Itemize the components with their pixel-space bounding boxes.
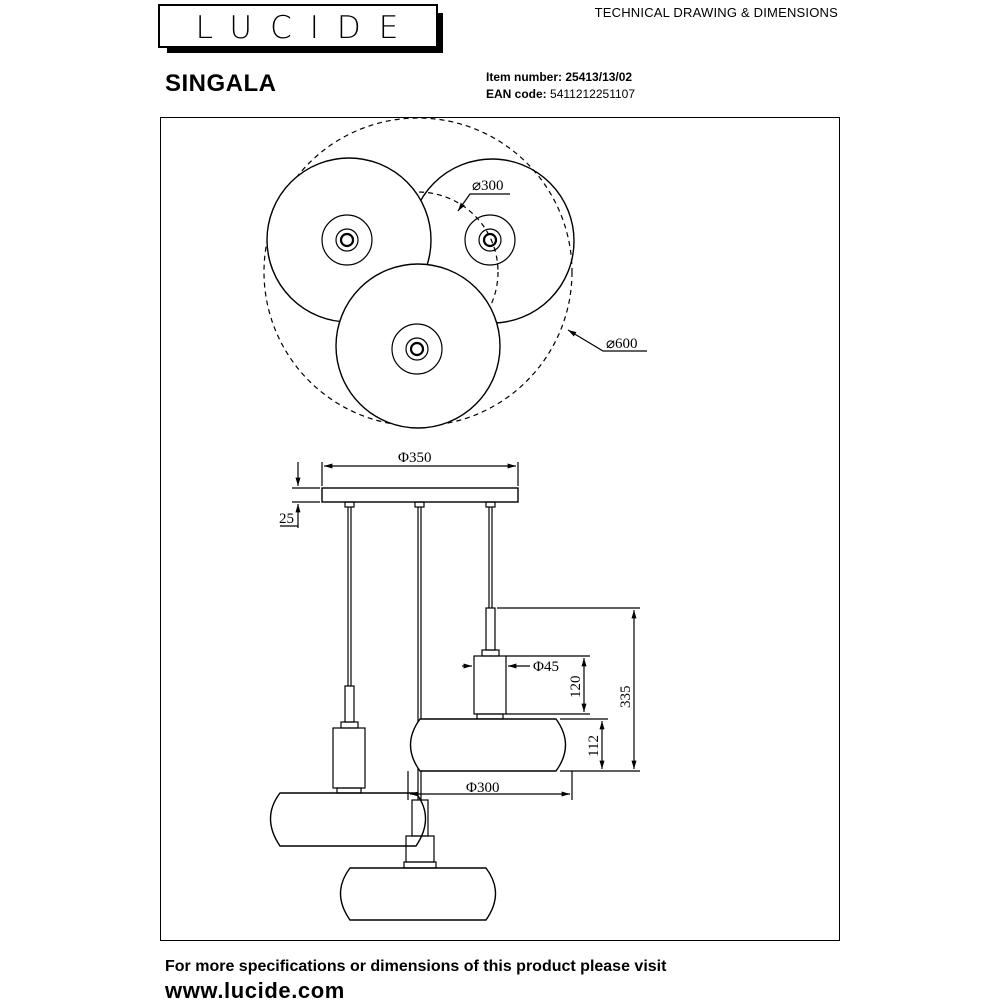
canopy-diameter-label: Φ350 [398, 450, 432, 466]
ean-value: 5411212251107 [550, 87, 636, 101]
shade-height-label: 112 [586, 735, 602, 757]
shade-top-view-front [336, 264, 500, 428]
shade-diameter-label: Φ300 [466, 780, 500, 796]
canopy-height-label: 25 [279, 511, 294, 527]
pendant-middle [341, 507, 496, 920]
overall-diameter-label: ⌀600 [606, 336, 638, 352]
side-view [271, 462, 641, 920]
footer-note: For more specifications or dimensions of this product please visit [165, 958, 667, 975]
pendant-right [411, 507, 566, 771]
brand-logo-text: LUCIDE [195, 10, 417, 46]
socket-top-right [465, 215, 515, 265]
shade-top-diameter-label: ⌀300 [472, 178, 504, 194]
total-height-label: 335 [618, 685, 634, 708]
socket-diameter-label: Φ45 [533, 659, 559, 675]
product-name: SINGALA [165, 70, 277, 97]
canopy [322, 488, 518, 502]
socket-height-label: 120 [568, 675, 584, 698]
document-title: TECHNICAL DRAWING & DIMENSIONS [594, 5, 838, 20]
ean-label: EAN code: [486, 87, 547, 101]
top-view [264, 118, 647, 428]
item-number-label: Item number: [486, 70, 563, 84]
item-number-value: 25413/13/02 [565, 70, 633, 84]
pendant-left [271, 507, 426, 846]
website-link[interactable]: www.lucide.com [165, 978, 345, 1003]
